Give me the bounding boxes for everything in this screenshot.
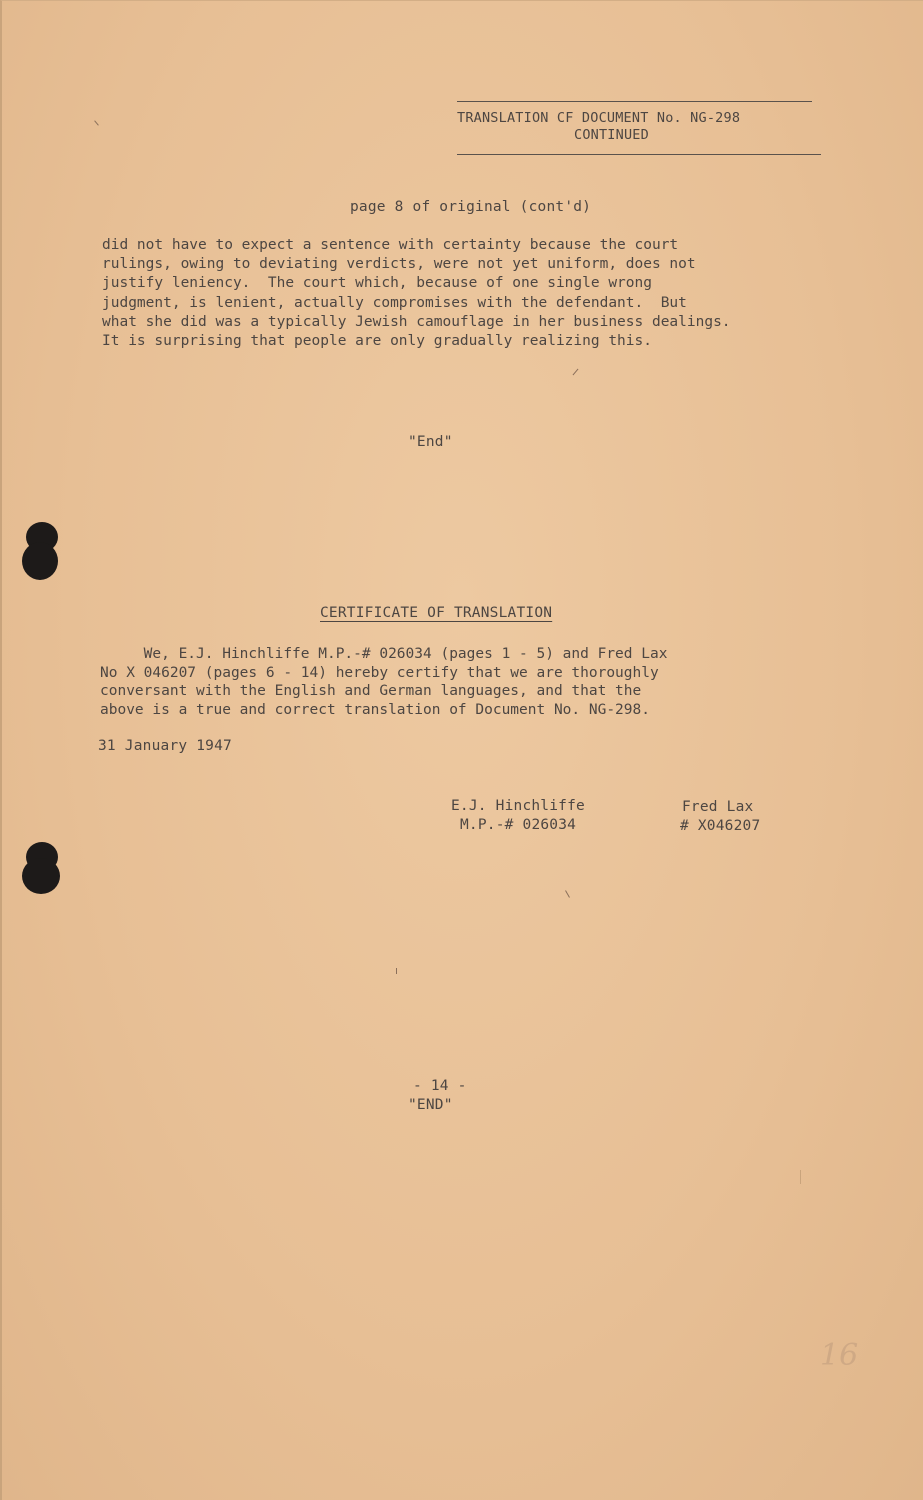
punch-hole: [22, 858, 60, 894]
paper-speck: [94, 120, 99, 125]
certificate-line: above is a true and correct translation of Document No. NG-298.: [100, 701, 650, 718]
body-paragraph: [102, 236, 731, 351]
signature-id: # X046207: [680, 818, 761, 834]
body-line: It is surprising that people are only gradually realizing this.: [102, 333, 652, 350]
paper-speck: [573, 369, 579, 376]
header-continued: CONTINUED: [574, 127, 649, 143]
certificate-line: conversant with the English and German languages, and that the: [100, 683, 642, 699]
signature-name: Fred Lax: [682, 799, 754, 815]
signature-id: M.P.-# 026034: [460, 817, 577, 833]
page-reference: page 8 of original (cont'd): [350, 199, 592, 215]
page-number: - 14 -: [413, 1078, 467, 1094]
body-line: justify leniency. The court which, because of one single wrong: [102, 275, 652, 292]
end-quote: "End": [408, 434, 453, 450]
punch-hole: [22, 542, 58, 580]
end-marker: "END": [408, 1097, 453, 1113]
certificate-paragraph: [100, 645, 667, 719]
certificate-title: CERTIFICATE OF TRANSLATION: [320, 605, 553, 621]
body-line: what she did was a typically Jewish camouflage in her business dealings.: [102, 313, 731, 330]
paper-speck: [565, 890, 570, 897]
body-line: rulings, owing to deviating verdicts, were not yet uniform, does not: [102, 256, 696, 273]
signature-name: E.J. Hinchliffe: [451, 798, 585, 814]
body-line: did not have to expect a sentence with certainty because the court: [102, 237, 679, 253]
header-document-title: TRANSLATION CF DOCUMENT No. NG-298: [457, 110, 741, 126]
body-line: judgment, is lenient, actually compromises with the defendant. But: [102, 294, 687, 311]
certificate-line: No X 046207 (pages 6 - 14) hereby certify that we are thoroughly: [100, 664, 659, 681]
certificate-date: 31 January 1947: [98, 738, 232, 754]
header-bottom-rule: [457, 154, 821, 155]
paper-speck: [800, 1170, 801, 1184]
paper-speck: [396, 968, 397, 974]
header-top-rule: [457, 101, 812, 102]
pencil-annotation: 16: [820, 1338, 859, 1373]
certificate-line: We, E.J. Hinchliffe M.P.-# 026034 (pages 1 - 5) and Fred Lax: [100, 646, 668, 662]
